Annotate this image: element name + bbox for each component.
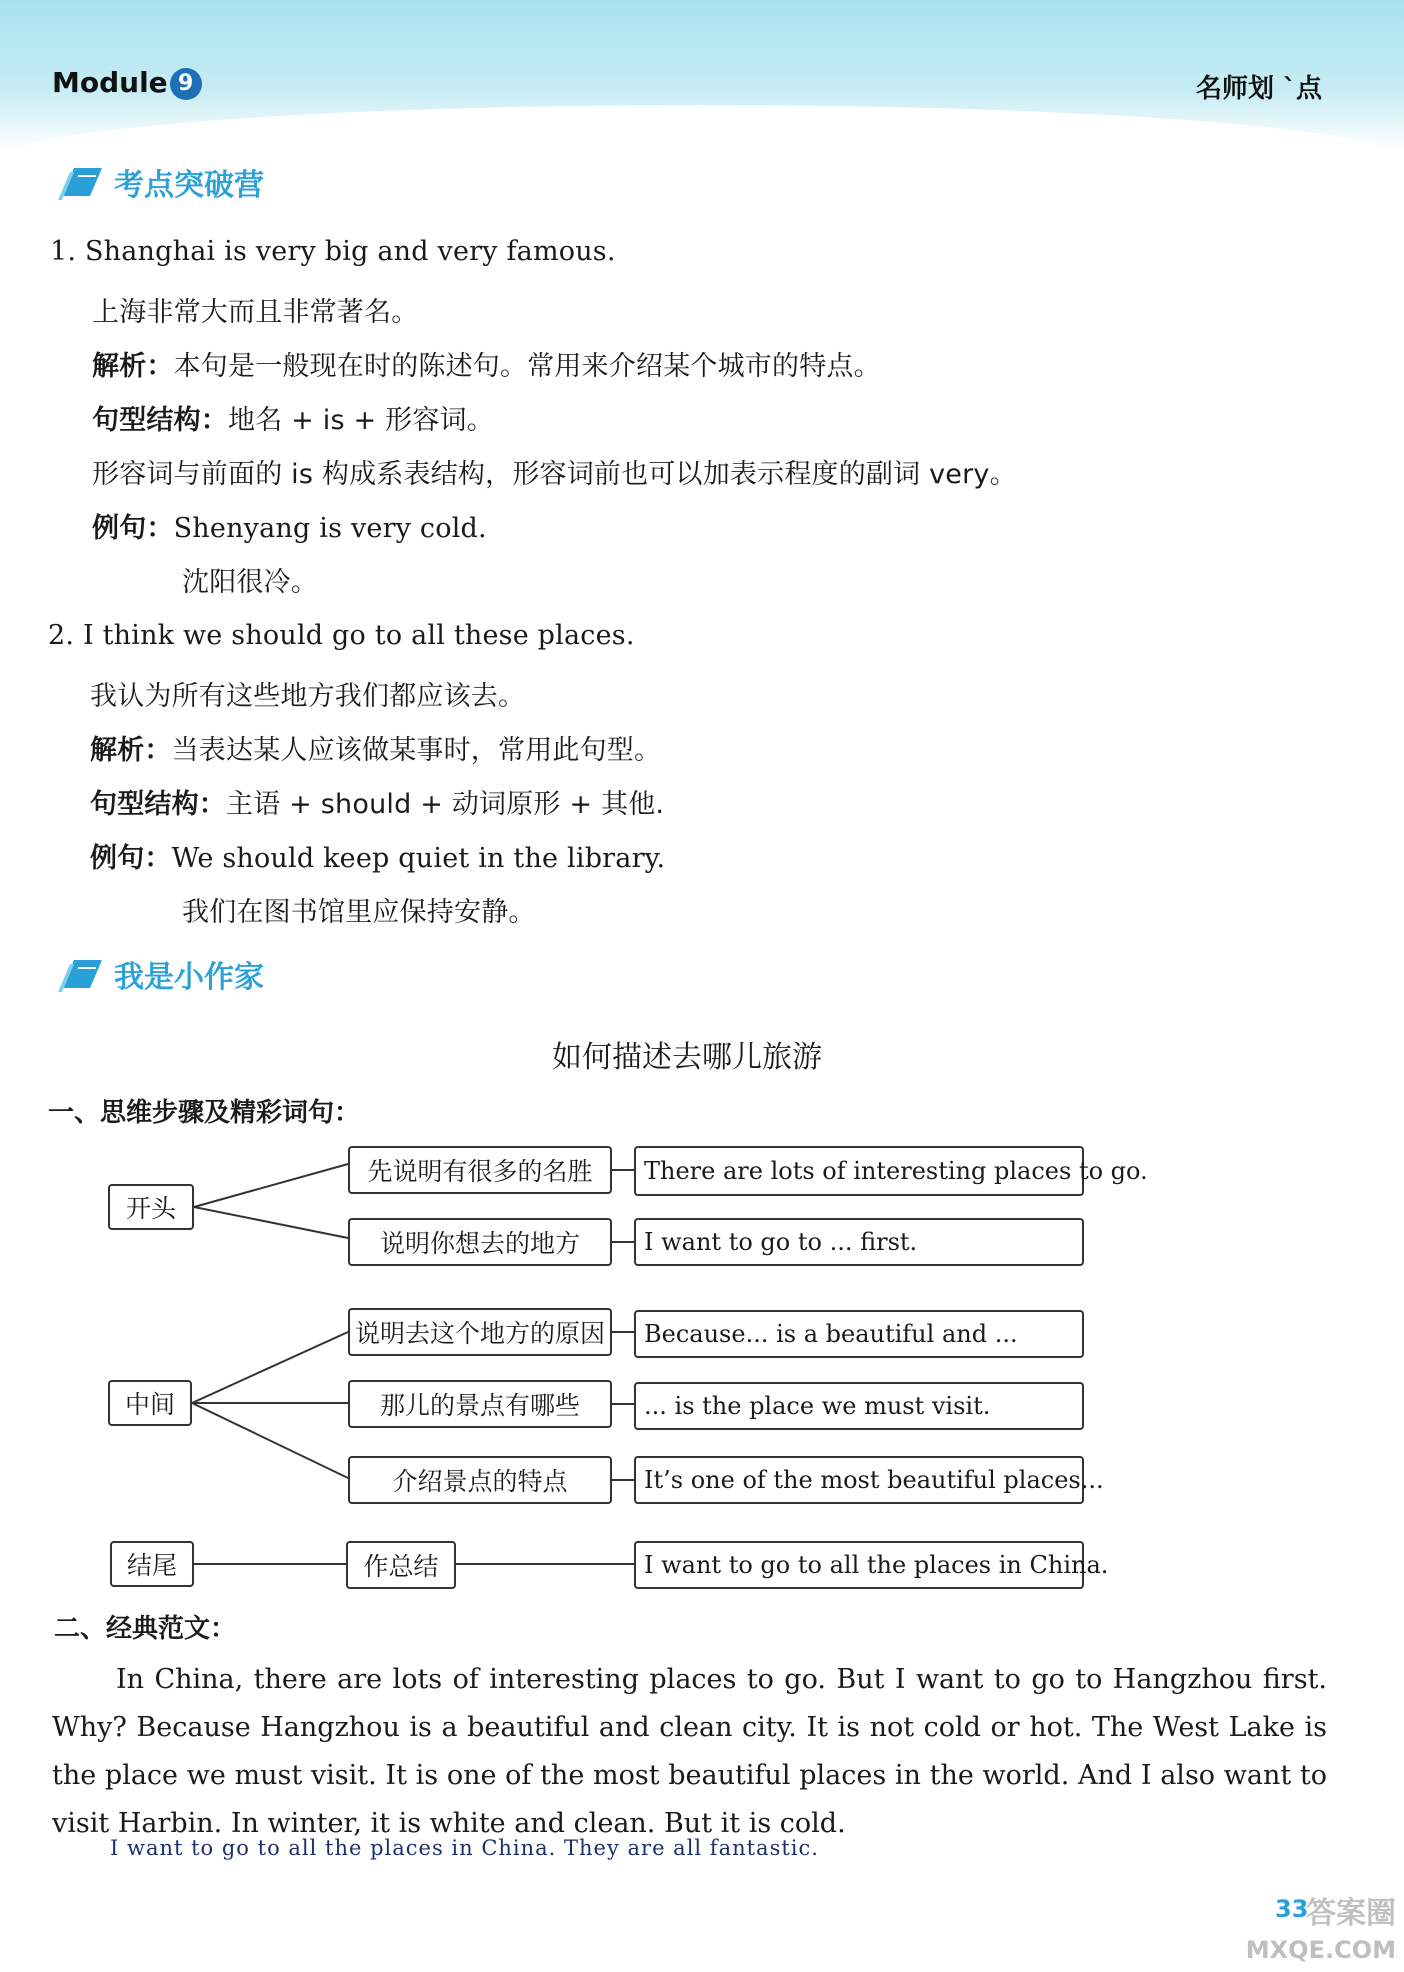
group-opening: 开头 bbox=[108, 1184, 194, 1230]
group-middle: 中间 bbox=[108, 1380, 192, 1426]
structure-label: 句型结构： bbox=[92, 405, 228, 436]
structure-text: 主语 + should + 动词原形 + 其他. bbox=[226, 789, 665, 820]
step-box: 介绍景点的特点 bbox=[348, 1456, 612, 1504]
item1-sentence: 1. Shanghai is very big and very famous. bbox=[50, 236, 616, 267]
phrase-box: ... is the place we must visit. bbox=[634, 1382, 1084, 1430]
watermark bbox=[1246, 1896, 1396, 1968]
item1-translation: 上海非常大而且非常著名。 bbox=[92, 297, 419, 328]
module-number-badge: 9 bbox=[170, 68, 202, 100]
item2-translation: 我认为所有这些地方我们都应该去。 bbox=[90, 681, 526, 712]
step-box: 作总结 bbox=[346, 1541, 456, 1589]
brand-title: 名师划 `点 bbox=[1195, 74, 1322, 104]
group-ending: 结尾 bbox=[110, 1541, 194, 1587]
structure-text: 地名 + is + 形容词。 bbox=[228, 405, 494, 436]
item1-example-cn: 沈阳很冷。 bbox=[182, 567, 318, 598]
phrase-box: I want to go to ... first. bbox=[634, 1218, 1084, 1266]
step-box: 那儿的景点有哪些 bbox=[348, 1380, 612, 1428]
item2-example-cn: 我们在图书馆里应保持安静。 bbox=[182, 897, 536, 928]
phrase-box: Because... is a beautiful and ... bbox=[634, 1310, 1084, 1358]
step-box: 说明你想去的地方 bbox=[348, 1218, 612, 1266]
watermark-bottom: MXQE.COM bbox=[1245, 1936, 1396, 1964]
phrase-box: It’s one of the most beautiful places... bbox=[634, 1456, 1084, 1504]
part1-heading: 一、思维步骤及精彩词句： bbox=[48, 1098, 361, 1128]
model-essay-last-line: I want to go to all the places in China. They are all fantastic. bbox=[110, 1836, 819, 1860]
example-label: 例句： bbox=[92, 513, 174, 544]
item2-sentence: 2. I think we should go to all these places. bbox=[48, 620, 635, 651]
watermark-top: 答案圈 bbox=[1306, 1896, 1396, 1931]
section1-title-text: 考点突破营 bbox=[114, 168, 264, 203]
writing-topic-title: 如何描述去哪儿旅游 bbox=[552, 1040, 822, 1075]
example-text: We should keep quiet in the library. bbox=[171, 843, 666, 874]
analysis-text: 本句是一般现在时的陈述句。常用来介绍某个城市的特点。 bbox=[173, 351, 881, 382]
part2-heading: 二、经典范文： bbox=[54, 1614, 237, 1644]
page-number: 33 bbox=[1275, 1895, 1309, 1923]
example-text: Shenyang is very cold. bbox=[173, 513, 487, 544]
analysis-text: 当表达某人应该做某事时，常用此句型。 bbox=[171, 735, 662, 766]
example-label: 例句： bbox=[90, 843, 172, 874]
analysis-label: 解析： bbox=[90, 735, 172, 766]
phrase-box: There are lots of interesting places to go. bbox=[634, 1146, 1084, 1196]
module-text: Module bbox=[52, 66, 168, 99]
analysis-label: 解析： bbox=[92, 351, 174, 382]
section2-title-text: 我是小作家 bbox=[114, 960, 264, 995]
phrase-box: I want to go to all the places in China. bbox=[634, 1541, 1084, 1589]
step-box: 说明去这个地方的原因 bbox=[348, 1308, 612, 1356]
model-essay: In China, there are lots of interesting places to go. But I want to go to Hangzhou first. Why? Because Hangzhou is a beautiful and clean city. It is not cold or hot. The West Lake is the place we must visit. It is one of the most beautiful places in the world. And I also want to visit Harbin. In winter, it is white and clean. But it is cold. bbox=[52, 1664, 1327, 1839]
item1-note: 形容词与前面的 is 构成系表结构，形容词前也可以加表示程度的副词 very。 bbox=[92, 459, 1017, 490]
step-box: 先说明有很多的名胜 bbox=[348, 1146, 612, 1194]
structure-label: 句型结构： bbox=[90, 789, 226, 820]
